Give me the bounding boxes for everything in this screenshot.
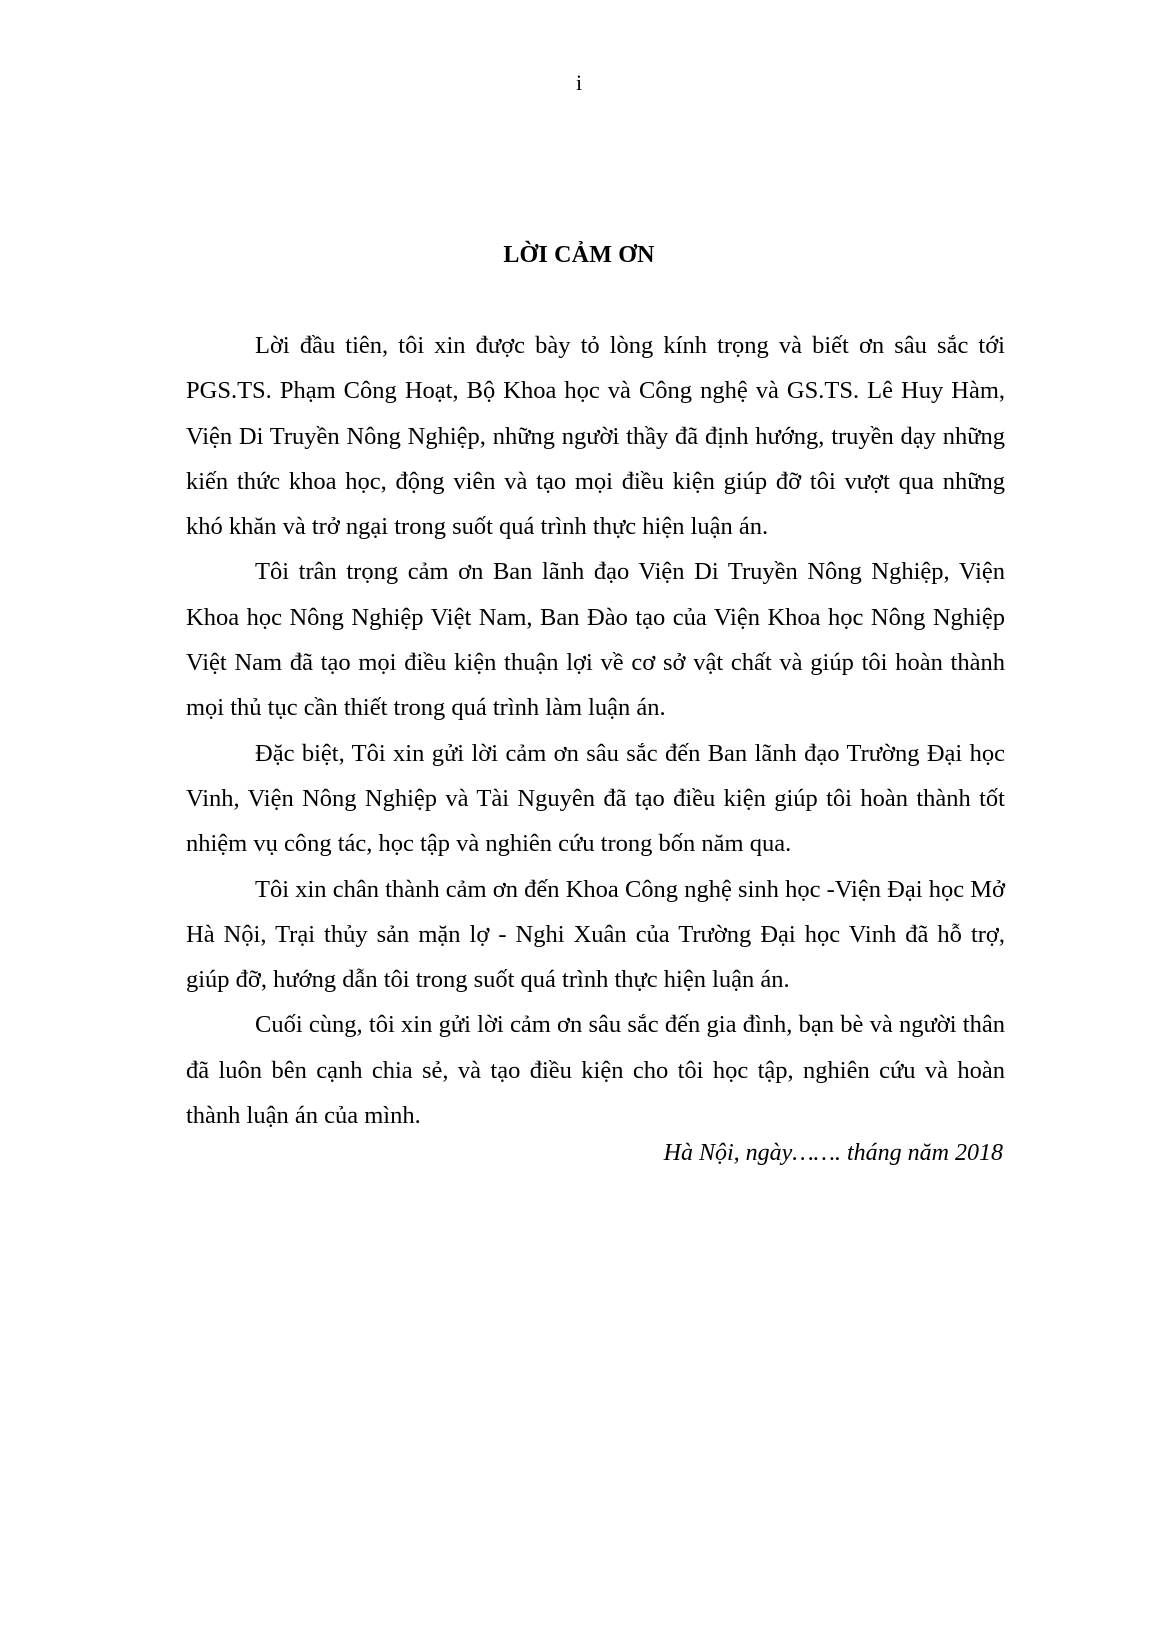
acknowledgement-body bbox=[186, 323, 1005, 1138]
paragraph-2: Tôi trân trọng cảm ơn Ban lãnh đạo Viện Di Truyền Nông Nghiệp, Viện Khoa học Nông Nghiệp Việt Nam, Ban Đào tạo của Viện Khoa học Nông Nghiệp Việt Nam đã tạo mọi điều kiện thuận lợi về cơ sở vật chất và giúp tôi hoàn thành mọi thủ tục cần thiết trong quá trình làm luận án. bbox=[186, 558, 1005, 722]
paragraph-4: Tôi xin chân thành cảm ơn đến Khoa Công nghệ sinh học -Viện Đại học Mở Hà Nội, Trại thủy sản mặn lợ - Nghi Xuân của Trường Đại học Vinh đã hỗ trợ, giúp đỡ, hướng dẫn tôi trong suốt quá trình thực hiện luận án. bbox=[186, 875, 1005, 994]
page-title: LỜI CẢM ƠN bbox=[503, 242, 655, 268]
paragraph-3: Đặc biệt, Tôi xin gửi lời cảm ơn sâu sắc đến Ban lãnh đạo Trường Đại học Vinh, Viện Nông Nghiệp và Tài Nguyên đã tạo điều kiện giúp tôi hoàn thành tốt nhiệm vụ công tác, học tập và nghiên cứu trong bốn năm qua. bbox=[186, 739, 1005, 858]
paragraph-1: Lời đầu tiên, tôi xin được bày tỏ lòng kính trọng và biết ơn sâu sắc tới PGS.TS. Phạm Công Hoạt, Bộ Khoa học và Công nghệ và GS.TS. Lê Huy Hàm, Viện Di Truyền Nông Nghiệp, những người thầy đã định hướng, truyền dạy những kiến thức khoa học, động viên và tạo mọi điều kiện giúp đỡ tôi vượt qua những khó khăn và trở ngại trong suốt quá trình thực hiện luận án. bbox=[186, 332, 1005, 541]
place-date-line: Hà Nội, ngày……. tháng năm 2018 bbox=[663, 1140, 1003, 1166]
page-number: i bbox=[575, 70, 583, 95]
paragraph-5: Cuối cùng, tôi xin gửi lời cảm ơn sâu sắc đến gia đình, bạn bè và người thân đã luôn bên cạnh chia sẻ, và tạo điều kiện cho tôi học tập, nghiên cứu và hoàn thành luận án của mình. bbox=[186, 1011, 1005, 1130]
